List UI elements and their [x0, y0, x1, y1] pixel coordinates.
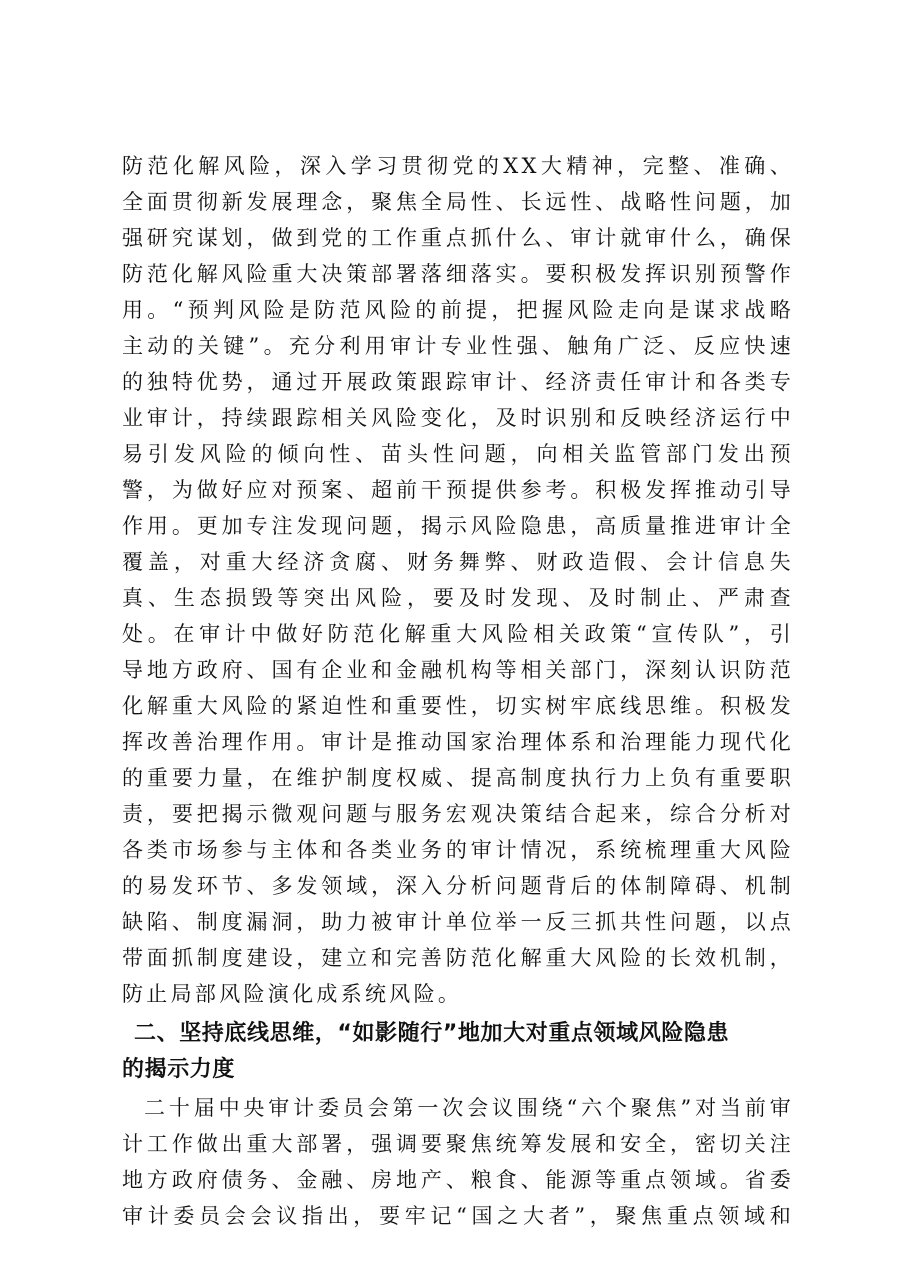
heading-line: 二、坚持底线思维，“如影随行”地加大对重点领域风险隐患	[134, 1021, 730, 1046]
text-line: 带面抓制度建设，建立和完善防范化解重大风险的长效机制，	[122, 946, 794, 970]
text-line: 防范化解风险，深入学习贯彻党的XX大精神，完整、准确、	[122, 154, 794, 178]
text-line: 强研究谋划，做到党的工作重点抓什么、审计就审什么，确保	[122, 226, 794, 250]
text-line: 的独特优势，通过开展政策跟踪审计、经济责任审计和各类专	[122, 370, 794, 394]
text-line: 的易发环节、多发领域，深入分析问题背后的体制障碍、机制	[122, 874, 794, 898]
paragraph-2	[122, 1090, 794, 1234]
text-line: 审计委员会会议指出，要牢记“国之大者”，聚焦重点领域和	[122, 1204, 794, 1228]
text-line: 全面贯彻新发展理念，聚焦全局性、长远性、战略性问题，加	[122, 190, 794, 214]
text-line: 各类市场参与主体和各类业务的审计情况，系统梳理重大风险	[122, 838, 794, 862]
text-line: 地方政府债务、金融、房地产、粮食、能源等重点领域。省委	[122, 1168, 794, 1192]
paragraph-1	[122, 148, 794, 1012]
text-line: 化解重大风险的紧迫性和重要性，切实树牢底线思维。积极发	[122, 694, 794, 718]
text-line: 处。在审计中做好防范化解重大风险相关政策“宣传队”，引	[122, 622, 794, 646]
section-heading	[122, 1016, 794, 1088]
text-line: 覆盖，对重大经济贪腐、财务舞弊、财政造假、会计信息失	[122, 550, 794, 574]
text-line: 主动的关键”。充分利用审计专业性强、触角广泛、反应快速	[122, 334, 794, 358]
text-line: 缺陷、制度漏洞，助力被审计单位举一反三抓共性问题，以点	[122, 910, 794, 934]
text-line: 作用。更加专注发现问题，揭示风险隐患，高质量推进审计全	[122, 514, 794, 538]
text-line: 易引发风险的倾向性、苗头性问题，向相关监管部门发出预	[122, 442, 794, 466]
text-line: 导地方政府、国有企业和金融机构等相关部门，深刻认识防范	[122, 658, 794, 682]
heading-line: 的揭示力度	[122, 1057, 236, 1082]
text-line: 二十届中央审计委员会第一次会议围绕“六个聚焦”对当前审	[144, 1096, 794, 1120]
text-line: 业审计，持续跟踪相关风险变化，及时识别和反映经济运行中	[122, 406, 794, 430]
text-line: 警，为做好应对预案、超前干预提供参考。积极发挥推动引导	[122, 478, 794, 502]
text-line: 用。“预判风险是防范风险的前提，把握风险走向是谋求战略	[122, 298, 794, 322]
text-line: 防止局部风险演化成系统风险。	[122, 982, 463, 1006]
text-line: 挥改善治理作用。审计是推动国家治理体系和治理能力现代化	[122, 730, 794, 754]
text-line: 的重要力量，在维护制度权威、提高制度执行力上负有重要职	[122, 766, 794, 790]
text-line: 防范化解风险重大决策部署落细落实。要积极发挥识别预警作	[122, 262, 794, 286]
text-line: 责，要把揭示微观问题与服务宏观决策结合起来，综合分析对	[122, 802, 794, 826]
document-body	[122, 148, 794, 1234]
text-line: 计工作做出重大部署，强调要聚焦统筹发展和安全，密切关注	[122, 1132, 794, 1156]
text-line: 真、生态损毁等突出风险，要及时发现、及时制止、严肃查	[122, 586, 794, 610]
